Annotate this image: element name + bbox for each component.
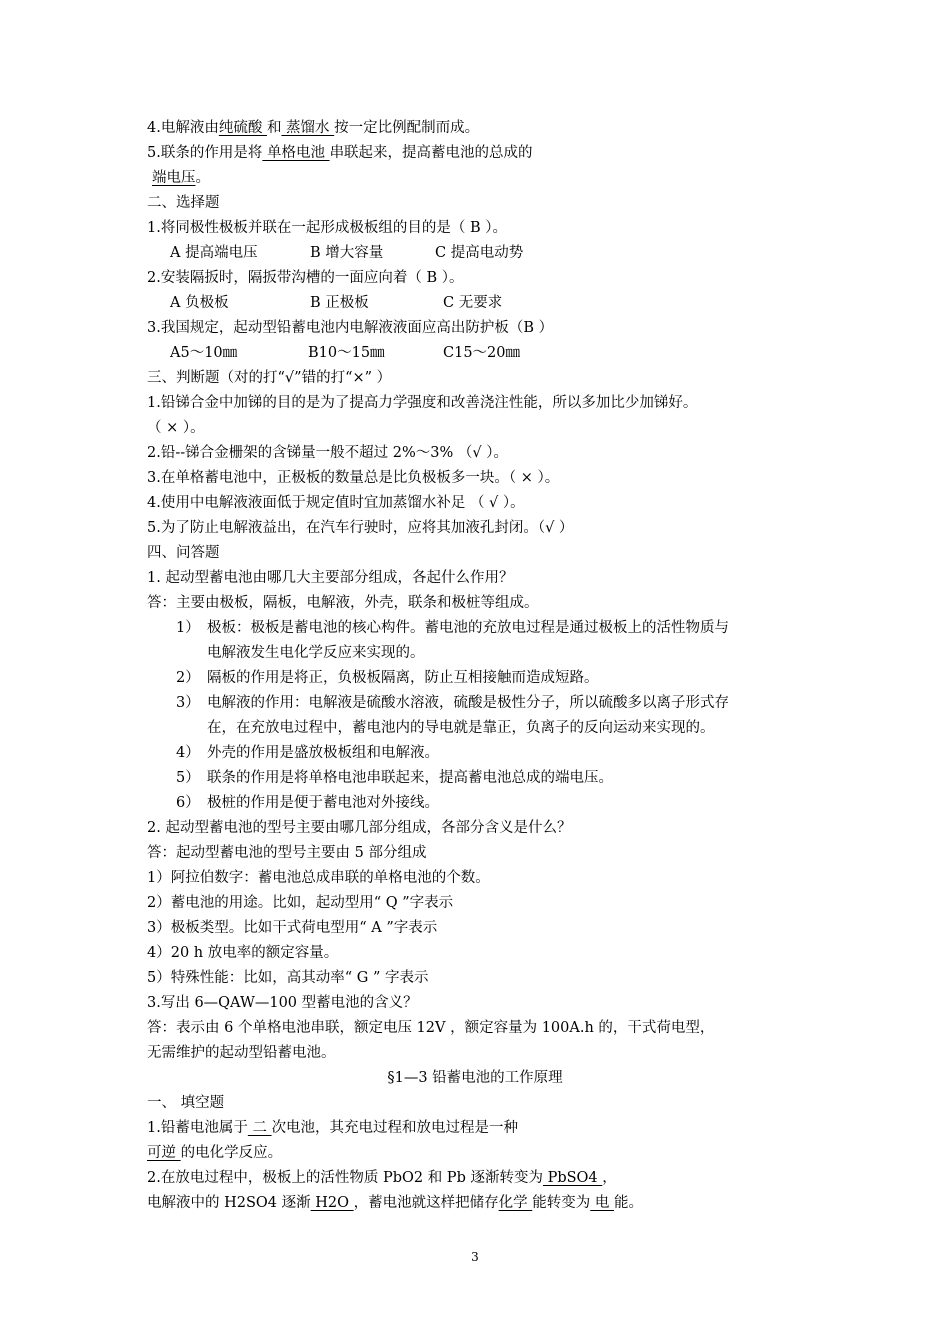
blank-answer: 二: [247, 1120, 272, 1136]
judge-question-1: 1.铅锑合金中加锑的目的是为了提高力学强度和改善浇注性能，所以多加比少加锑好。: [147, 395, 698, 411]
qa-answer-3: 答：表示由 6 个单格电池串联，额定电压 12V ，额定容量为 100A.h 的，干式荷电型，: [147, 1020, 715, 1036]
blank-answer: 化学: [498, 1195, 533, 1211]
fill-blank-2-cont: [147, 1191, 643, 1215]
choice-question-2: 2.安装隔扳时，隔扳带沟槽的一面应向着（ B ）。: [147, 270, 464, 286]
blank-answer: 单格电池: [262, 145, 330, 161]
judge-question-5: 5.为了防止电解液益出，在汽车行驶时，应将其加液孔封闭。（√ ）: [147, 520, 574, 536]
text: 。: [195, 170, 210, 186]
text: 2.在放电过程中，极板上的活性物质 PbO2 和 Pb 逐渐转变为: [147, 1170, 543, 1186]
list-number: 3）: [176, 695, 200, 711]
option-a: A 负极板: [170, 295, 229, 311]
judge-question-4: 4.使用中电解液液面低于规定值时宜加蒸馏水补足 （ √ ）。: [147, 495, 525, 511]
fill-blank-5: [147, 141, 533, 165]
option-a: A 提高端电压: [170, 245, 258, 261]
list-number: 5）: [176, 770, 200, 786]
qa-answer-2: 答：起动型蓄电池的型号主要由 5 部分组成: [147, 845, 427, 861]
list-item: 3）极板类型。比如干式荷电型用“ A ”字表示: [147, 920, 438, 936]
section-title: §1—3 铅蓄电池的工作原理: [387, 1070, 563, 1086]
blank-answer: 纯硫酸: [218, 120, 267, 136]
qa-question-1: 1. 起动型蓄电池由哪几大主要部分组成，各起什么作用？: [147, 570, 514, 586]
option-a: A5～10㎜: [170, 345, 238, 361]
list-item: [176, 791, 439, 815]
list-item: [176, 666, 599, 690]
fill-blank-5-cont: [152, 166, 210, 190]
text: 能。: [613, 1195, 643, 1211]
blank-answer: H2O: [310, 1195, 354, 1211]
option-b: B 增大容量: [310, 245, 384, 261]
choice-options-1: [170, 241, 523, 265]
fill-blank-1: [147, 1116, 518, 1140]
option-c: C 无要求: [443, 295, 503, 311]
list-text: 隔板的作用是将正，负极板隔离，防止互相接触而造成短路。: [207, 670, 599, 686]
list-text: 极桩的作用是便于蓄电池对外接线。: [207, 795, 439, 811]
list-number: 4）: [176, 745, 200, 761]
text: 和: [266, 120, 282, 136]
page-number: 3: [471, 1250, 479, 1264]
section-heading: 二、选择题: [147, 195, 220, 211]
qa-answer-1: 答：主要由极板，隔板，电解液，外壳，联条和极桩等组成。: [147, 595, 539, 611]
choice-question-3: 3.我国规定，起动型铅蓄电池内电解液液面应高出防护板（B ）: [147, 320, 554, 336]
text: 按一定比例配制而成。: [334, 120, 480, 136]
text: 次电池，其充电过程和放电过程是一种: [271, 1120, 519, 1136]
list-number: 2）: [176, 670, 200, 686]
blank-answer: 电: [590, 1195, 614, 1211]
section-heading: 四、问答题: [147, 545, 220, 561]
choice-question-1: 1.将同极性极板并联在一起形成极板组的目的是（ B ）。: [147, 220, 507, 236]
text: ，蓄电池就这样把储存: [353, 1195, 499, 1211]
option-c: C 提高电动势: [435, 245, 524, 261]
list-text: 极板：极板是蓄电池的核心构件。蓄电池的充放电过程是通过极板上的活性物质与: [207, 620, 729, 636]
list-item: 1）阿拉伯数字：蓄电池总成串联的单格电池的个数。: [147, 870, 490, 886]
list-item-cont: 电解液发生电化学反应来实现的。: [207, 645, 425, 661]
fill-blank-4: [147, 116, 479, 140]
list-number: 1）: [176, 620, 200, 636]
list-item: [176, 616, 729, 640]
text: 1.铅蓄电池属于: [147, 1120, 248, 1136]
section-heading: 三、判断题（对的打“√”错的打“×” ）: [147, 370, 392, 386]
list-item: [176, 741, 439, 765]
text: 电解液中的 H2SO4 逐渐: [147, 1195, 311, 1211]
list-item: [176, 691, 729, 715]
qa-question-3: 3.写出 6—QAW—100 型蓄电池的含义？: [147, 995, 418, 1011]
list-item: [176, 766, 613, 790]
list-item-cont: 在，在充放电过程中，蓄电池内的导电就是靠正，负离子的反向运动来实现的。: [207, 720, 715, 736]
text: 的电化学反应。: [180, 1145, 283, 1161]
qa-question-2: 2. 起动型蓄电池的型号主要由哪几部分组成，各部分含义是什么？: [147, 820, 572, 836]
list-number: 6）: [176, 795, 200, 811]
section-heading: 一、 填空题: [147, 1095, 225, 1111]
list-text: 联条的作用是将单格电池串联起来，提高蓄电池总成的端电压。: [207, 770, 613, 786]
option-b: B 正极板: [310, 295, 369, 311]
text: 5.联条的作用是将: [147, 145, 263, 161]
blank-answer: 可逆: [147, 1145, 181, 1161]
fill-blank-2: [147, 1166, 617, 1190]
judge-question-3: 3.在单格蓄电池中，正极板的数量总是比负极板多一块。（ × ）。: [147, 470, 560, 486]
list-item: 4）20 h 放电率的额定容量。: [147, 945, 339, 961]
list-item: 5）特殊性能：比如，高其动率“ G ” 字表示: [147, 970, 429, 986]
blank-answer: 端电压: [152, 170, 196, 186]
text: 能转变为: [532, 1195, 591, 1211]
text: 串联起来，提高蓄电池的总成的: [329, 145, 533, 161]
judge-answer-1: （ × ）。: [147, 420, 205, 436]
list-text: 电解液的作用：电解液是硫酸水溶液，硫酸是极性分子，所以硫酸多以离子形式存: [207, 695, 729, 711]
choice-options-2: [170, 291, 502, 315]
qa-answer-3-cont: 无需维护的起动型铅蓄电池。: [147, 1045, 336, 1061]
option-b: B10～15㎜: [308, 345, 385, 361]
blank-answer: 蒸馏水: [281, 120, 335, 136]
text: 4.电解液由: [147, 120, 219, 136]
list-text: 外壳的作用是盛放极板组和电解液。: [207, 745, 439, 761]
choice-options-3: [170, 341, 520, 365]
option-c: C15～20㎜: [443, 345, 520, 361]
text: ，: [602, 1170, 617, 1186]
fill-blank-1-cont: [147, 1141, 282, 1165]
judge-question-2: 2.铅--锑合金栅架的含锑量一般不超过 2%～3% （√ ）。: [147, 445, 508, 461]
list-item: 2）蓄电池的用途。比如，起动型用“ Q ”字表示: [147, 895, 454, 911]
blank-answer: PbSO4: [542, 1170, 603, 1186]
